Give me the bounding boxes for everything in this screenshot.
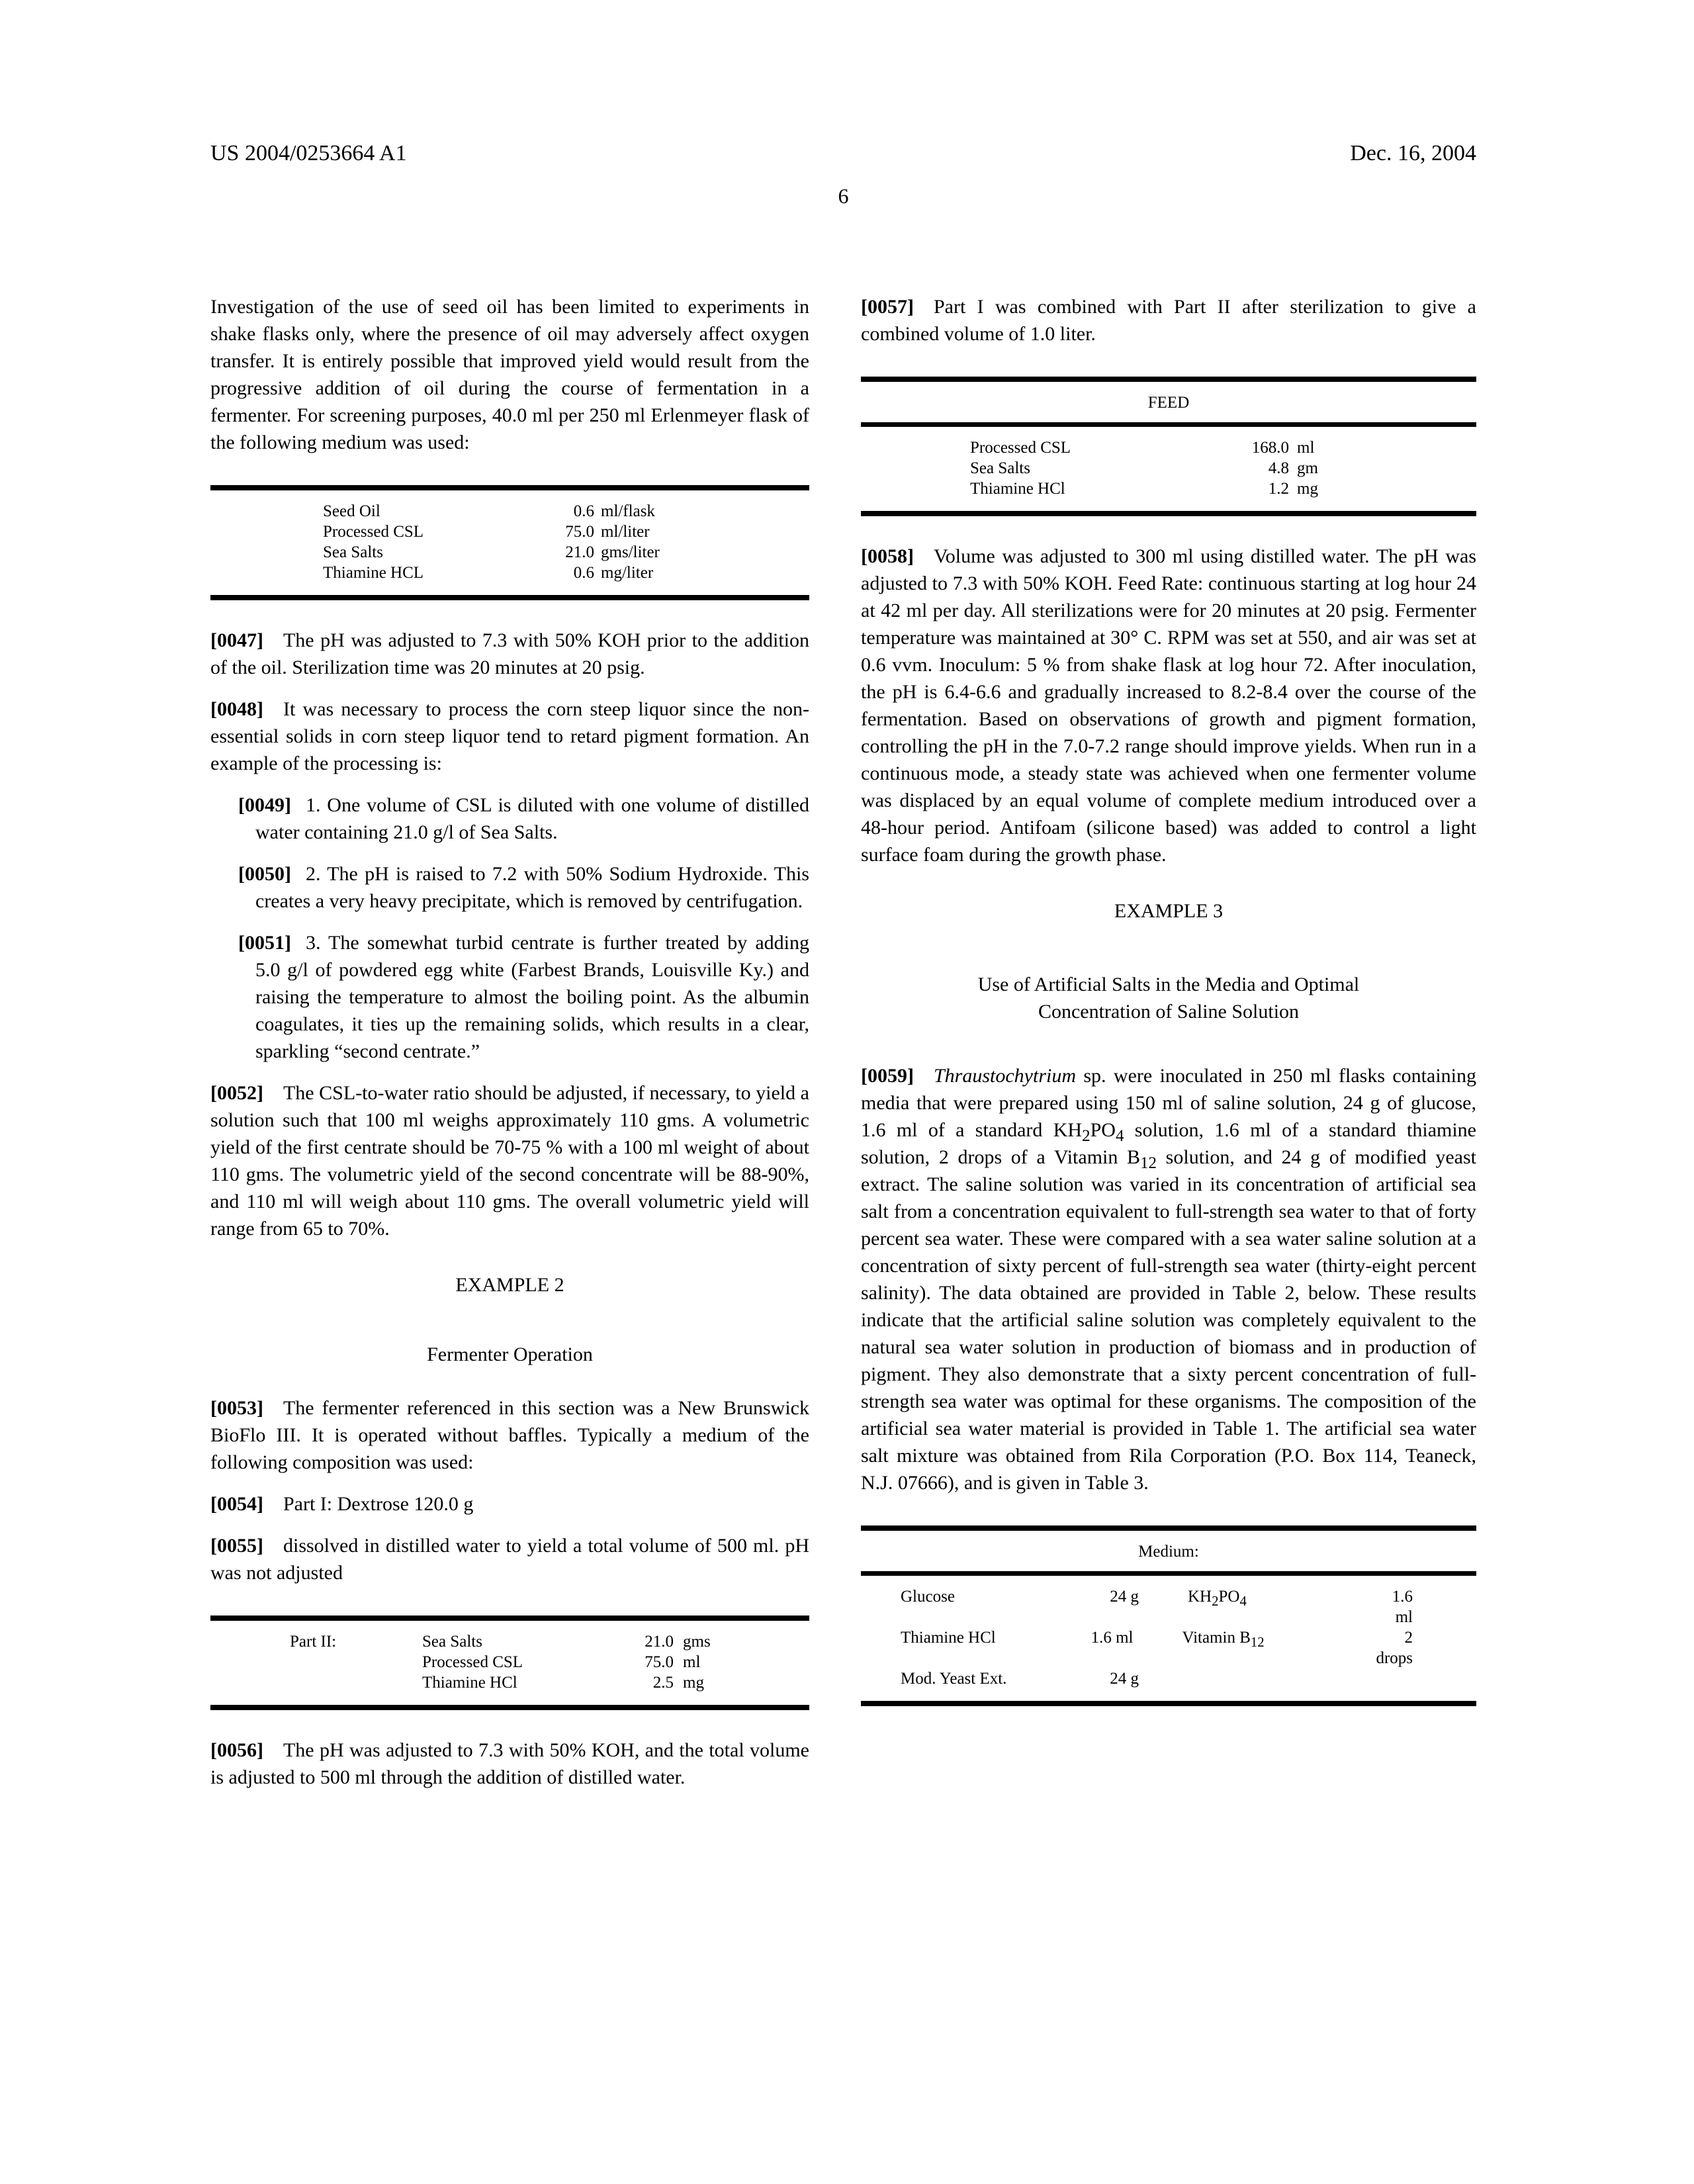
- table-row: [861, 1668, 1476, 1689]
- paragraph-tag: [0052]: [210, 1082, 263, 1104]
- paragraph-0050: [210, 860, 809, 915]
- paragraph-0047: [210, 627, 809, 681]
- content-columns: [210, 293, 1476, 1791]
- feed-table: [861, 377, 1476, 516]
- ingredient-name: [1188, 1668, 1386, 1689]
- ingredient-quantity: 1.6 ml: [1392, 1588, 1413, 1626]
- table-row: [861, 1586, 1476, 1627]
- paragraph-tag: [0055]: [210, 1535, 263, 1557]
- paragraph-0051: [210, 929, 809, 1065]
- paragraph-tag: [0056]: [210, 1739, 263, 1761]
- table-row: [210, 1652, 809, 1672]
- paragraph-text: 2. The pH is raised to 7.2 with 50% Sodium Hydroxide. This creates a very heavy precipitate, which is removed by centrifugation.: [255, 863, 809, 912]
- ingredient-name: Thiamine HCl: [970, 480, 1065, 498]
- example-2-heading: EXAMPLE 2: [455, 1274, 564, 1296]
- paragraph-text: The pH was adjusted to 7.3 with 50% KOH prior to the addition of the oil. Sterilization time was 20 minutes at 20 psig.: [210, 629, 809, 678]
- paragraph-tag: [0048]: [210, 698, 263, 720]
- publication-number: US 2004/0253664 A1: [210, 141, 407, 165]
- example-3-heading: EXAMPLE 3: [1114, 900, 1224, 922]
- table-row: [210, 522, 809, 542]
- page-header: [210, 140, 1476, 167]
- left-column: [210, 293, 809, 1791]
- paragraph-text: Thraustochytrium sp. were inoculated in 250 ml flasks containing media that were prepared using 150 ml of saline solution, 24 g of glucose, 1.6 ml of a standard $KH_2PO_4$ solution, 1.6 ml of a standard thiamine solution, 2 drops of a Vitamin $B_{12}$ solution, and 24 g of modified yeast extract. The saline solution was varied in its concentration of artificial sea salt from a concentration equivalent to full-strength sea water to that of forty percent sea water. These were compared with a sea water saline solution at a concentration of sixty percent of full-strength sea water (thirty-eight percent salinity). The data obtained are provided in Table 2, below. These results indicate that the artificial saline solution was completely equivalent to the natural sea water solution in production of biomass and in production of pigment. They also demonstrate that a sixty percent concentration of full-strength sea water was optimal for these organisms. The composition of the artificial sea water material is provided in Table 1. The artificial sea water salt mixture was obtained from Rila Corporation (P.O. Box 114, Teaneck, N.J. 07666), and is given in Table 3.: [861, 1065, 1477, 1494]
- paragraph-text: It was necessary to process the corn steep liquor since the non-essential solids in corn steep liquor tend to retard pigment formation. An example of the processing is:: [210, 698, 809, 774]
- ingredient-unit: ml/flask: [601, 502, 655, 520]
- paragraph-tag: [0053]: [210, 1397, 263, 1419]
- intro-paragraph: Investigation of the use of seed oil has been limited to experiments in shake flasks only, where the presence of oil may adversely affect oxygen transfer. It is entirely possible that improved yield would result from the progressive addition of oil during the course of fermentation in a fermenter. For screening purposes, 40.0 ml per 250 ml Erlenmeyer flask of the following medium was used:: [210, 296, 809, 453]
- ingredient-unit: ml: [1297, 439, 1315, 457]
- ingredient-quantity: [1386, 1668, 1476, 1689]
- paragraph-tag: [0059]: [861, 1065, 914, 1087]
- paragraph-text: dissolved in distilled water to yield a total volume of 500 ml. pH was not adjusted: [210, 1535, 809, 1584]
- paragraph-text: Volume was adjusted to 300 ml using distilled water. The pH was adjusted to 7.3 with 50% KOH. Feed Rate: continuous starting at log hour 24 at 42 ml per day. All sterilizations were for 20 minutes at 20 psig. Fermenter temperature was maintained at 30° C. RPM was set at 550, and air was set at 0.6 vvm. Inoculum: 5 % from shake flask at log hour 72. After inoculation, the pH is 6.4-6.6 and gradually increased to 8.2-8.4 over the course of the fermentation. Based on observations of growth and pigment formation, controlling the pH in the 7.0-7.2 range should improve yields. When run in a continuous mode, a steady state was achieved when one fermenter volume was displaced by an equal volume of complete medium introduced over a 48-hour period. Antifoam (silicone based) was added to control a light surface foam during the growth phase.: [861, 545, 1476, 866]
- ingredient-quantity: 21.0: [565, 543, 594, 561]
- ingredient-name: Thiamine HCl: [901, 1629, 996, 1647]
- ingredient-quantity: 168.0: [1251, 439, 1289, 457]
- ingredient-name: $KH_2PO_4$: [1188, 1588, 1247, 1609]
- paragraph-text: 1. One volume of CSL is diluted with one volume of distilled water containing 21.0 g/l of Sea Salts.: [255, 794, 809, 843]
- ingredient-quantity: 2 drops: [1376, 1629, 1413, 1667]
- table-row: [210, 501, 809, 522]
- paragraph-tag: [0057]: [861, 296, 914, 318]
- ingredient-name: Sea Salts: [323, 543, 383, 561]
- paragraph-text: 3. The somewhat turbid centrate is further treated by adding 5.0 g/l of powdered egg white (Farbest Brands, Louisville Ky.) and raising the temperature to almost the boiling point. As the albumin coagulates, it ties up the remaining solids, which results in a clear, sparkling “second centrate.”: [255, 932, 809, 1062]
- paragraph-text: The CSL-to-water ratio should be adjusted, if necessary, to yield a solution such that 100 ml weighs approximately 110 gms. A volumetric yield of the first centrate should be 70-75 % with a 100 ml weight of about 110 gms. The volumetric yield of the second concentrate will be 88-90%, and 110 ml will weigh about 110 gms. The overall volumetric yield will range from 65 to 70%.: [210, 1082, 809, 1240]
- ingredient-unit: mg: [1297, 480, 1318, 498]
- paragraph-0057: [861, 293, 1476, 347]
- table-row: [210, 1631, 809, 1652]
- table-row: [861, 458, 1476, 478]
- ingredient-unit: gms/liter: [601, 543, 660, 561]
- ingredient-name: Seed Oil: [323, 502, 380, 520]
- paragraph-tag: [0058]: [861, 545, 914, 567]
- ingredient-quantity: 0.6: [573, 564, 594, 582]
- table-row: [861, 437, 1476, 458]
- ingredient-quantity: 4.8: [1268, 459, 1289, 477]
- table-row: [861, 1627, 1476, 1668]
- ingredient-name: Thiamine HCL: [323, 564, 424, 582]
- ingredient-name: Vitamin $B_{12}$: [1182, 1629, 1265, 1650]
- ingredient-quantity: 75.0: [565, 523, 594, 541]
- ingredient-name: Processed CSL: [422, 1653, 523, 1671]
- ingredient-name: Mod. Yeast Ext.: [901, 1670, 1007, 1688]
- ingredient-quantity: 2.5: [652, 1674, 674, 1692]
- ingredient-quantity: 0.6: [573, 502, 594, 520]
- ingredient-unit: gms: [683, 1633, 711, 1651]
- ingredient-quantity: 21.0: [645, 1633, 674, 1651]
- table-row: [210, 1672, 809, 1693]
- paragraph-text: Part I was combined with Part II after sterilization to give a combined volume of 1.0 liter.: [861, 296, 1476, 345]
- ingredient-unit: gm: [1297, 459, 1318, 477]
- flask-medium-table: [210, 485, 809, 600]
- medium-table: [861, 1525, 1476, 1706]
- ingredient-name: Sea Salts: [970, 459, 1030, 477]
- paragraph-text: Part I: Dextrose 120.0 g: [283, 1493, 474, 1515]
- paragraph-tag: [0050]: [238, 863, 291, 885]
- example-3-subheading: Use of Artificial Salts in the Media and Optimal Concentration of Saline Solution: [977, 974, 1360, 1023]
- ingredient-unit: ml/liter: [601, 523, 650, 541]
- ingredient-name: Thiamine HCl: [422, 1674, 517, 1692]
- part-label-spacer: [290, 1672, 422, 1693]
- ingredient-quantity: 75.0: [645, 1653, 674, 1671]
- feed-table-title: FEED: [861, 392, 1476, 427]
- ingredient-unit: mg/liter: [601, 564, 654, 582]
- paragraph-0058: [861, 543, 1476, 868]
- ingredient-quantity: 24 g: [1110, 1670, 1139, 1688]
- table-row: [210, 542, 809, 563]
- paragraph-0059: [861, 1062, 1476, 1496]
- ingredient-name: Processed CSL: [970, 439, 1071, 457]
- part-label-spacer: [290, 1652, 422, 1672]
- ingredient-quantity: 24 g: [1110, 1588, 1139, 1606]
- paragraph-tag: [0049]: [238, 794, 291, 816]
- ingredient-unit: mg: [683, 1674, 704, 1692]
- paragraph-0056: [210, 1737, 809, 1791]
- page-number: 6: [838, 184, 849, 208]
- ingredient-name: Processed CSL: [323, 523, 424, 541]
- paragraph-0053: [210, 1394, 809, 1476]
- ingredient-quantity: 1.2: [1268, 480, 1289, 498]
- example-2-subheading: Fermenter Operation: [427, 1343, 593, 1365]
- ingredient-name: Glucose: [901, 1588, 955, 1606]
- paragraph-0048: [210, 696, 809, 777]
- part-2-medium-table: [210, 1615, 809, 1710]
- paragraph-0055: [210, 1532, 809, 1586]
- right-column: [861, 293, 1476, 1733]
- ingredient-unit: ml: [683, 1653, 701, 1671]
- part-label: Part II:: [290, 1633, 337, 1651]
- medium-table-title: Medium:: [861, 1541, 1476, 1576]
- table-row: [861, 478, 1476, 499]
- paragraph-0049: [210, 792, 809, 846]
- paragraph-text: The fermenter referenced in this section was a New Brunswick BioFlo III. It is operated without baffles. Typically a medium of the following composition was used:: [210, 1397, 809, 1473]
- table-row: [210, 563, 809, 583]
- paragraph-0054: [210, 1490, 809, 1518]
- ingredient-quantity: 1.6 ml: [1091, 1629, 1134, 1647]
- publication-date: Dec. 16, 2004: [1350, 141, 1476, 165]
- ingredient-name: Sea Salts: [422, 1633, 482, 1651]
- paragraph-0052: [210, 1079, 809, 1242]
- paragraph-text: The pH was adjusted to 7.3 with 50% KOH, and the total volume is adjusted to 500 ml through the addition of distilled water.: [210, 1739, 809, 1788]
- paragraph-tag: [0051]: [238, 932, 291, 954]
- paragraph-tag: [0054]: [210, 1493, 263, 1515]
- paragraph-tag: [0047]: [210, 629, 263, 651]
